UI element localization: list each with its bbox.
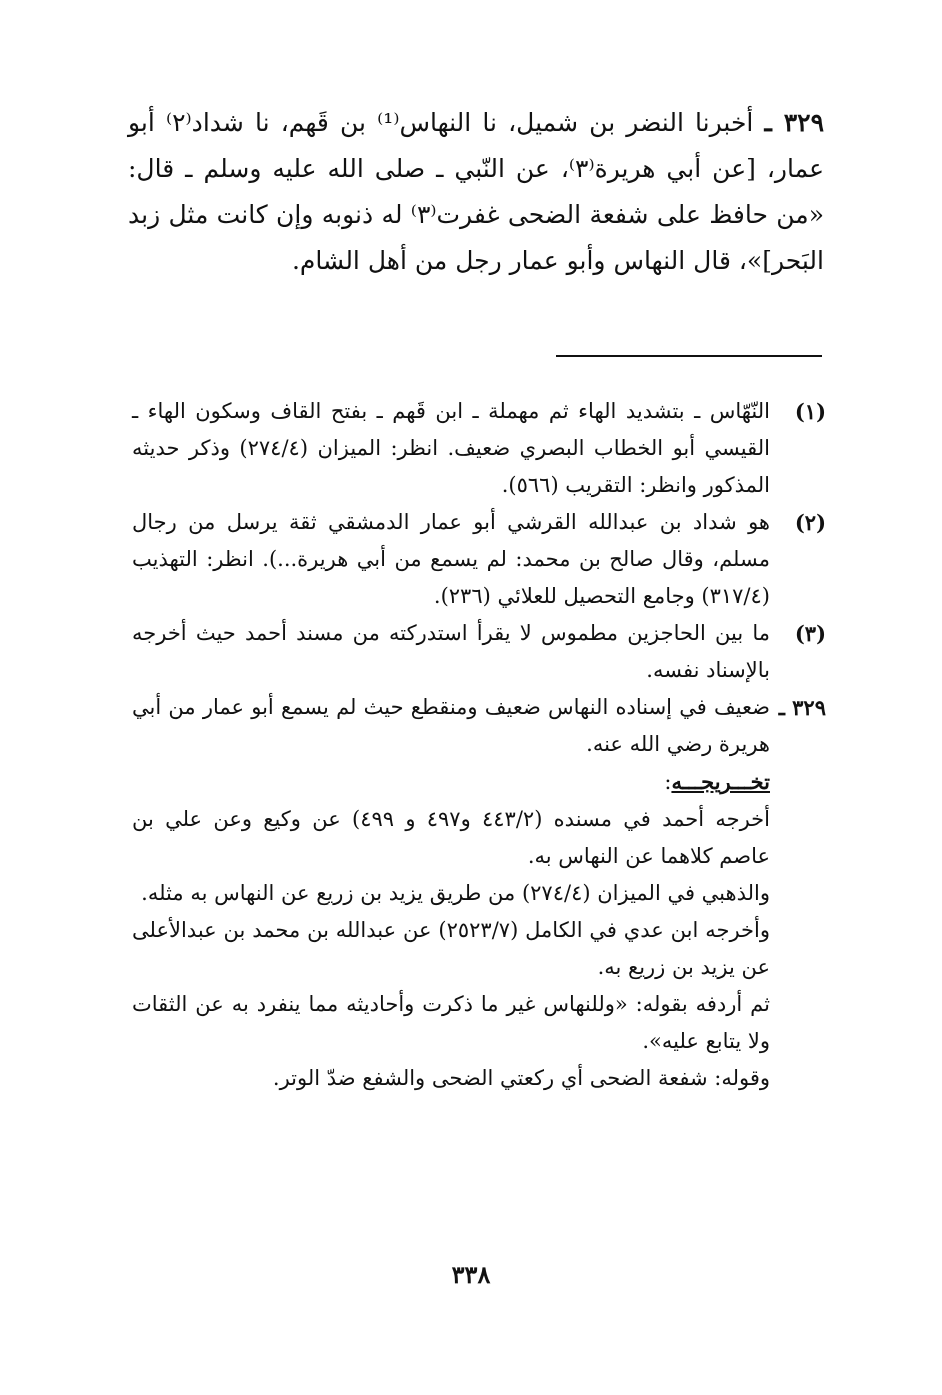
footnote-marker: (١)	[794, 399, 826, 424]
footnotes	[132, 393, 826, 1097]
footnote-marker: (٢)	[794, 510, 826, 535]
footnote-3	[132, 615, 826, 689]
page-number: ٣٣٨	[451, 1260, 491, 1289]
hadith-number: ٣٢٩ ـ	[764, 108, 825, 137]
takhrij-paragraph: وأخرجه ابن عدي في الكامل (٢٥٢٣/٧) عن عبدالله بن محمد بن عبدالأعلى عن يزيد بن زريع به.	[132, 918, 770, 979]
grading-text: ضعيف في إسناده النهاس ضعيف ومنقطع حيث لم يسمع أبو عمار من أبي هريرة رضي الله عنه.	[132, 695, 770, 756]
grading-marker: ٣٢٩ ـ	[778, 695, 826, 720]
footnote-text: النّهّاس ـ بتشديد الهاء ثم مهملة ـ ابن قَهم ـ بفتح القاف وسكون الهاء ـ القيسي أبو الخطاب البصري ضعيف. انظر: الميزان (٢٧٤/٤) وذكر حديثه المذكور وانظر: التقريب (٥٦٦).	[132, 399, 770, 497]
grading-note	[132, 689, 826, 763]
takhrij-paragraph: ثم أردفه بقوله: «وللنهاس غير ما ذكرت وأحاديثه مما ينفرد به عن الثقات ولا يتابع عليه».	[132, 992, 770, 1053]
footnote-text: هو شداد بن عبدالله القرشي أبو عمار الدمشقي ثقة يرسل من رجال مسلم، وقال صالح بن محمد: لم يسمع من أبي هريرة...). انظر: التهذيب (٣١٧/٤) وجامع التحصيل للعلائي (٢٣٦).	[132, 510, 770, 608]
hadith-text	[128, 100, 824, 284]
footnote-divider	[556, 355, 822, 357]
takhrij-paragraph: والذهبي في الميزان (٢٧٤/٤) من طريق يزيد بن زريع عن النهاس به مثله.	[141, 881, 770, 905]
takhrij-section: تخـــريجـــه: أخرجه أحمد في مسنده (٤٤٣/٢ و٤٩٧ و ٤٩٩) عن وكيع وعن علي بن عاصم كلاهما عن النهاس به. والذهبي في الميزان (٢٧٤/٤) من طريق يزيد بن زريع عن النهاس به مثله. وأخرجه ابن عدي في الكامل (٢٥٢٣/٧) عن عبدالله بن محمد بن عبدالأعلى عن يزيد بن زريع به. ثم أردفه بقوله: «وللنهاس غير ما ذكرت وأحاديثه مما ينفرد به عن الثقات ولا يتابع عليه». وقوله: شفعة الضحى أي ركعتي الضحى والشفع ضدّ الوتر.	[132, 763, 770, 1097]
footnote-1	[132, 393, 826, 504]
footnote-text: ما بين الحاجزين مطموس لا يقرأ استدركته من مسند أحمد حيث أخرجه بالإسناد نفسه.	[132, 621, 770, 682]
hadith-body: أخبرنا النضر بن شميل، نا النهاس⁽¹⁾ بن قَهم، نا شداد⁽٢⁾ أبو عمار، [عن أبي هريرة⁽٣⁾، عن النّبي ـ صلى الله عليه وسلم ـ قال: «من حافظ على شفعة الضحى غفرت⁽٣⁾ له ذنوبه وإن كانت مثل زبد البَحر]»، قال النهاس وأبو عمار رجل من أهل الشام.	[128, 108, 824, 275]
takhrij-heading: تخـــريجـــه	[671, 769, 770, 794]
footnote-2	[132, 504, 826, 615]
takhrij-paragraph: أخرجه أحمد في مسنده (٤٤٣/٢ و٤٩٧ و ٤٩٩) عن وكيع وعن علي بن عاصم كلاهما عن النهاس به.	[132, 807, 770, 868]
footnote-marker: (٣)	[794, 621, 826, 646]
takhrij-paragraph: وقوله: شفعة الضحى أي ركعتي الضحى والشفع ضدّ الوتر.	[272, 1066, 770, 1090]
